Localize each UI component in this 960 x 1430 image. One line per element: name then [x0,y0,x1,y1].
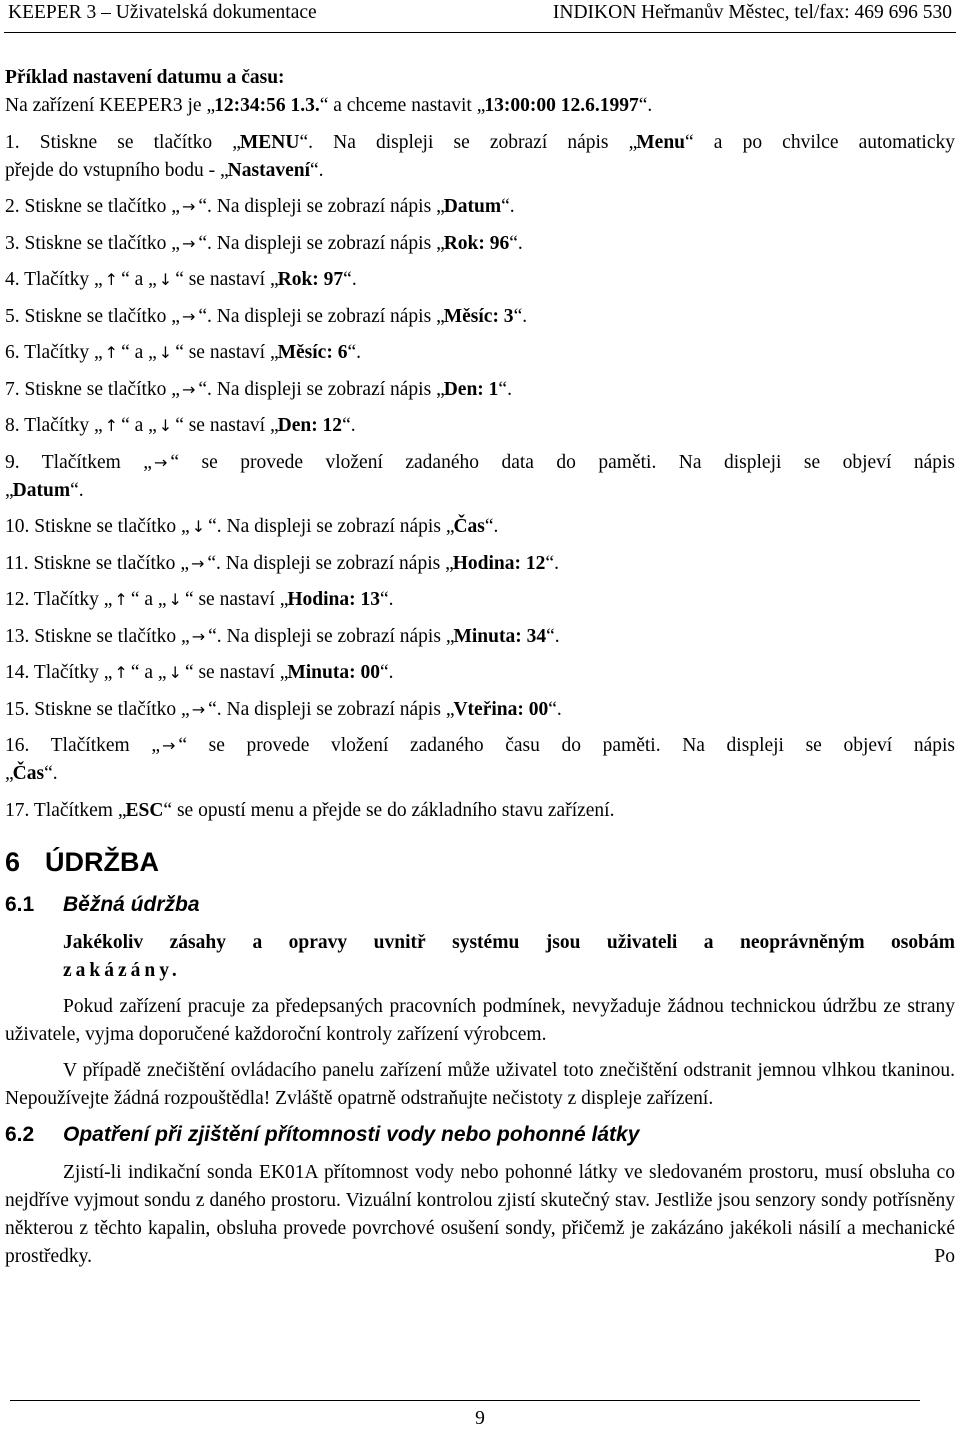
paragraph-2: V případě znečištění ovládacího panelu zařízení může uživatel toto znečištění odstranit jemnou vlhkou tkaninou. Nepoužívejte žádná rozpouštědla! Zvláště opatrně odstraňujte nečistoty z displeje zařízení. [5,1059,955,1109]
step-17: 17. Tlačítkem „ESC“ se opustí menu a přejde se do základního stavu zařízení. [5,799,615,821]
arrow-right-icon: → [191,626,206,646]
arrow-right-icon: → [181,233,196,253]
paragraph-1: Pokud zařízení pracuje za předepsaných pracovních podmínek, nevyžaduje žádnou technickou údržbu ze strany uživatele, vyjma doporučené každoroční kontroly zařízení výrobcem. [5,995,955,1045]
step-12: 12. Tlačítky „ ↑ “ a „ ↓ “ se nastaví „Hodina: 13“. [5,586,955,614]
step-2: 2. Stiskne se tlačítko „ → “. Na displeji se zobrazí nápis „Datum“. [5,193,955,221]
step-8: 8. Tlačítky „ ↑ “ a „ ↓ “ se nastaví „Den: 12“. [5,412,955,440]
arrow-up-icon: ↑ [114,663,128,682]
step-5: 5. Stiskne se tlačítko „ → “. Na displeji se zobrazí nápis „Měsíc: 3“. [5,303,955,331]
arrow-right-icon: → [190,553,205,573]
page-footer [0,1400,960,1430]
step-7: 7. Stiskne se tlačítko „ → “. Na displeji se zobrazí nápis „Den: 1“. [5,376,955,404]
step-16-cont: „Čas“. [5,763,58,784]
arrow-right-icon: → [153,452,168,472]
arrow-up-icon: ↑ [104,270,119,289]
section-6-heading: 6 ÚDRŽBA [5,846,159,877]
example-title: Příklad nastavení datumu a času: [5,67,285,88]
page-content [5,64,955,1279]
arrow-down-icon: ↓ [191,517,206,536]
page-header [0,0,960,30]
step-1: 1. Stiskne se tlačítko „MENU“. Na displeji se zobrazí nápis „Menu“ a po chvilce automaticky [5,131,955,153]
step-9-cont: „Datum“. [5,479,84,501]
arrow-right-icon: → [191,699,206,719]
arrow-right-icon: → [161,736,176,755]
warning: Jakékoliv zásahy a opravy uvnitř systému jsou uživateli a neoprávněným osobám zakázány. [63,931,955,981]
arrow-down-icon: ↓ [158,416,173,435]
step-15: 15. Stiskne se tlačítko „ → “. Na displeji se zobrazí nápis „Vteřina: 00“. [5,696,955,724]
header-left: KEEPER 3 – Uživatelská dokumentace [8,2,317,23]
step-11: 11. Stiskne se tlačítko „ → “. Na displeji se zobrazí nápis „Hodina: 12“. [5,550,955,578]
step-3: 3. Stiskne se tlačítko „ → “. Na displeji se zobrazí nápis „Rok: 96“. [5,230,955,258]
arrow-down-icon: ↓ [158,343,173,362]
arrow-up-icon: ↑ [104,343,119,362]
arrow-down-icon: ↓ [158,270,173,289]
header-rule [4,32,956,33]
arrow-right-icon: → [181,379,196,399]
arrow-up-icon: ↑ [104,416,119,435]
paragraph-3: Zjistí-li indikační sonda EK01A přítomnost vody nebo pohonné látky ve sledovaném prostoru, musí obsluha co nejdříve vyjmout sondu z daného prostoru. Vizuální kontrolou zjistí skutečný stav. Jestliže jsou senzory sondy potřísněny některou z těchto kapalin, obsluha provede povrchové osušení sondy, přičemž je zakázáno jakékoli násilí a mechanické prostředky. Po [5,1161,955,1267]
step-6: 6. Tlačítky „ ↑ “ a „ ↓ “ se nastaví „Měsíc: 6“. [5,339,955,367]
arrow-down-icon: ↓ [168,663,182,682]
section-6-2-heading: 6.2 Opatření při zjištění přítomnosti vody nebo pohonné látky [5,1122,640,1146]
step-10: 10. Stiskne se tlačítko „ ↓ “. Na displeji se zobrazí nápis „Čas“. [5,513,955,541]
step-13: 13. Stiskne se tlačítko „ → “. Na displeji se zobrazí nápis „Minuta: 34“. [5,623,955,651]
arrow-up-icon: ↑ [114,590,128,609]
step-9: 9. Tlačítkem „ → “ se provede vložení zadaného data do paměti. Na displeji se objeví nápis [5,449,955,477]
header-right: INDIKON Heřmanův Městec, tel/fax: 469 696 530 [552,2,952,23]
arrow-down-icon: ↓ [168,590,182,609]
step-16: 16. Tlačítkem „ → “ se provede vložení zadaného času do paměti. Na displeji se objeví nápis [5,732,955,760]
arrow-right-icon: → [181,306,196,326]
footer-rule [10,1400,920,1401]
page-number: 9 [475,1408,485,1429]
step-1-cont: přejde do vstupního bodu - „Nastavení“. [5,159,324,181]
intro: Na zařízení KEEPER3 je „12:34:56 1.3.“ a chceme nastavit „13:00:00 12.6.1997“. [5,95,653,116]
section-6-1-heading: 6.1 Běžná údržba [5,892,200,916]
step-4: 4. Tlačítky „ ↑ “ a „ ↓ “ se nastaví „Rok: 97“. [5,266,955,294]
arrow-right-icon: → [181,197,196,216]
step-14: 14. Tlačítky „ ↑ “ a „ ↓ “ se nastaví „Minuta: 00“. [5,659,955,687]
